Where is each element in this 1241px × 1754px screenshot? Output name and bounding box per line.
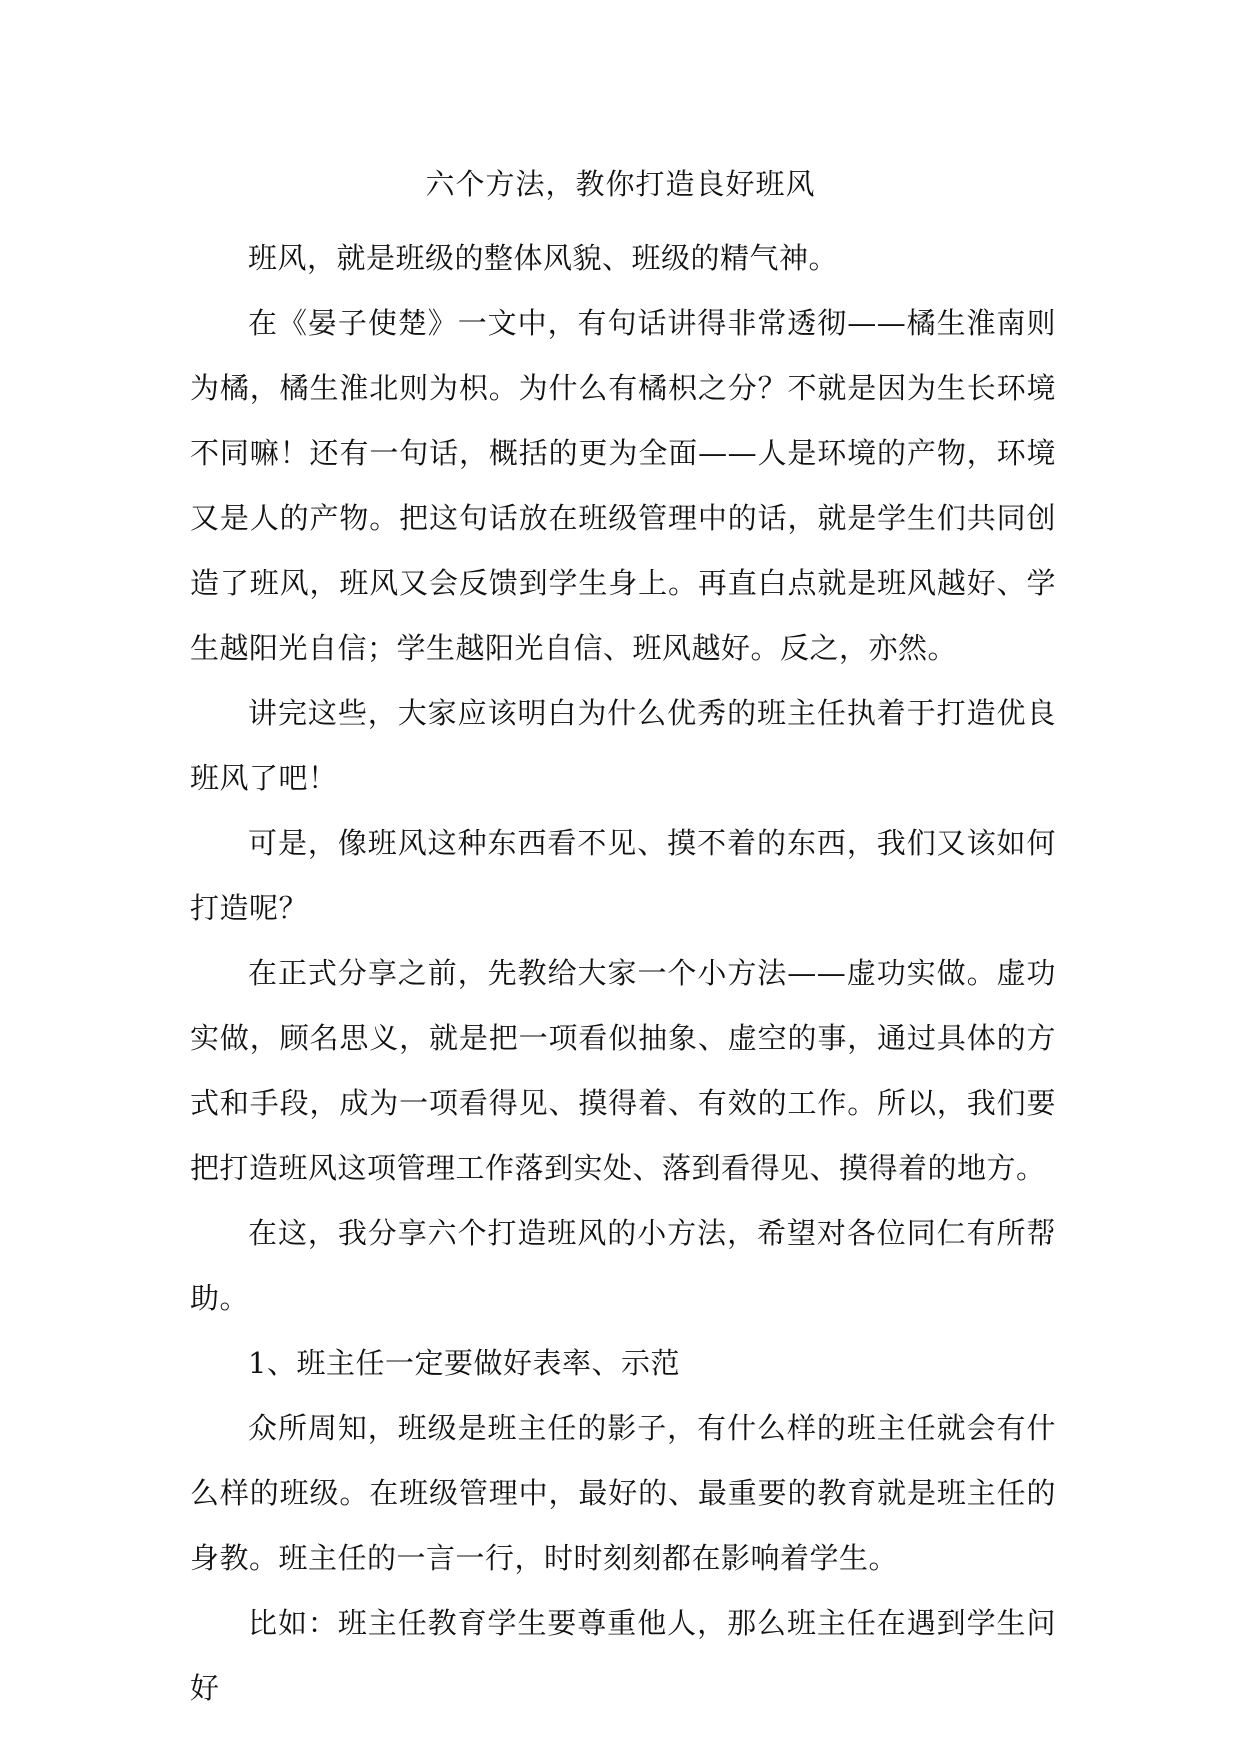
document-body — [190, 226, 1056, 1721]
paragraph: 班风，就是班级的整体风貌、班级的精气神。 — [248, 241, 839, 275]
paragraph: 众所周知，班级是班主任的影子，有什么样的班主任就会有什么样的班级。在班级管理中，最好的、最重要的教育就是班主任的身教。班主任的一言一行，时时刻刻都在影响着学生。 — [190, 1411, 1056, 1575]
section-heading: 1、班主任一定要做好表率、示范 — [248, 1346, 680, 1380]
paragraph: 比如：班主任教育学生要尊重他人，那么班主任在遇到学生问好 — [190, 1606, 1056, 1705]
document-title: 六个方法，教你打造良好班风 — [425, 167, 816, 201]
paragraph: 讲完这些，大家应该明白为什么优秀的班主任执着于打造优良班风了吧！ — [190, 696, 1056, 795]
paragraph: 在正式分享之前，先教给大家一个小方法——虚功实做。虚功实做，顾名思义，就是把一项看似抽象、虚空的事，通过具体的方式和手段，成为一项看得见、摸得着、有效的工作。所以，我们要把打造班风这项管理工作落到实处、落到看得见、摸得着的地方。 — [190, 956, 1056, 1185]
paragraph: 在这，我分享六个打造班风的小方法，希望对各位同仁有所帮助。 — [190, 1216, 1056, 1315]
paragraph: 在《晏子使楚》一文中，有句话讲得非常透彻——橘生淮南则为橘，橘生淮北则为枳。为什么有橘枳之分？不就是因为生长环境不同嘛！还有一句话，概括的更为全面——人是环境的产物，环境又是人的产物。把这句话放在班级管理中的话，就是学生们共同创造了班风，班风又会反馈到学生身上。再直白点就是班风越好、学生越阳光自信；学生越阳光自信、班风越好。反之，亦然。 — [190, 306, 1056, 665]
paragraph: 可是，像班风这种东西看不见、摸不着的东西，我们又该如何打造呢？ — [190, 826, 1056, 925]
